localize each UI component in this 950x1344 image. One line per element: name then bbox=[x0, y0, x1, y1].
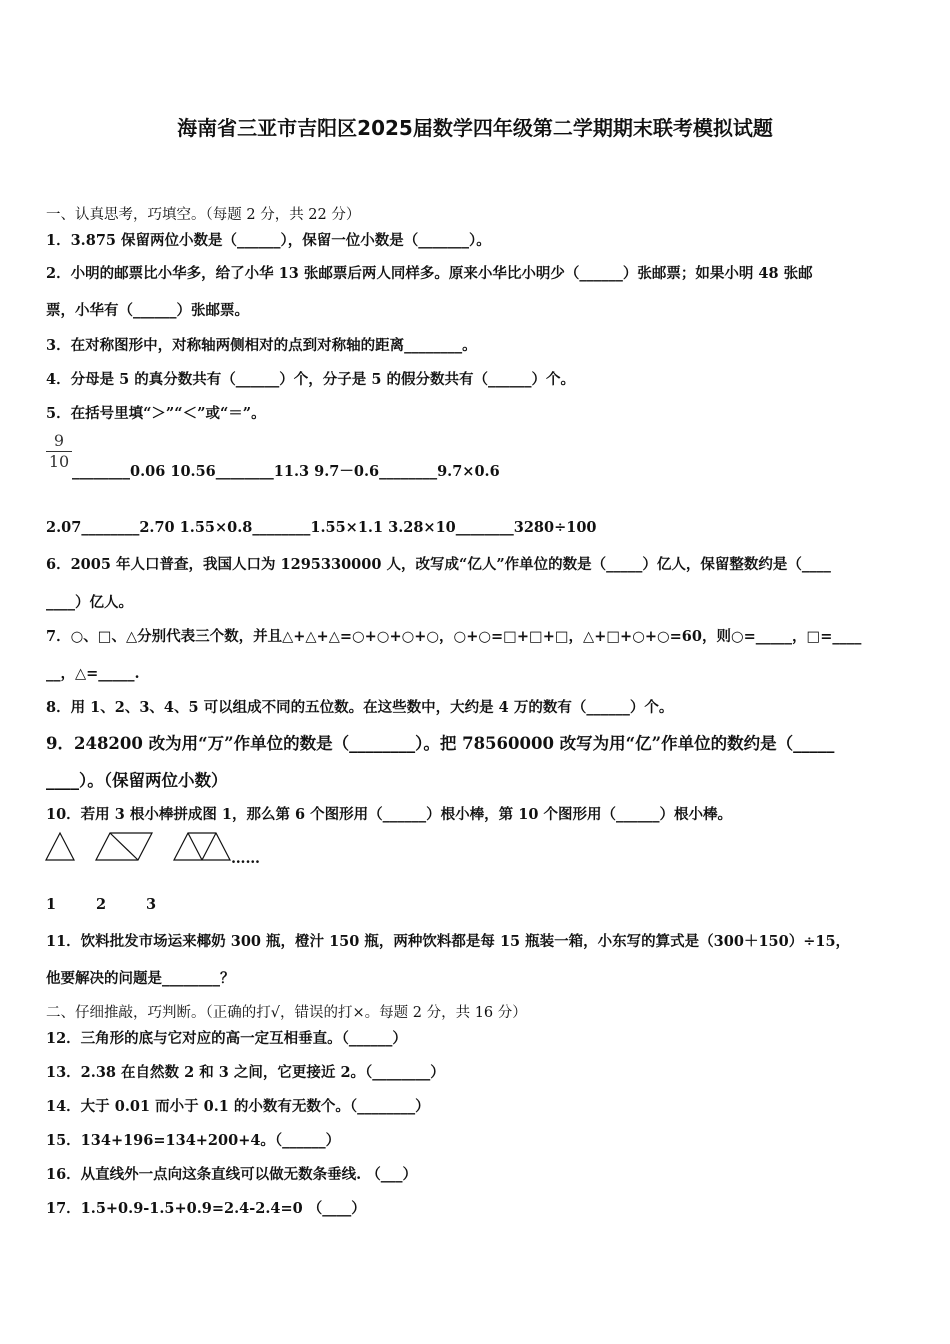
figure-label-3: 3 bbox=[146, 896, 157, 913]
question-8: 8．用 1、2、3、4、5 可以组成不同的五位数。在这些数中，大约是 4 万的数有（______）个。 bbox=[46, 699, 674, 716]
question-1: 1．3.875 保留两位小数是（______），保留一位小数是（_______）。 bbox=[46, 232, 491, 249]
figure-3-outline bbox=[174, 833, 230, 860]
question-5-row-2: 2.07________2.70 1.55×0.8________1.55×1.1 3.28×10________3280÷100 bbox=[46, 519, 597, 536]
question-2-line-1: 2．小明的邮票比小华多，给了小华 13 张邮票后两人同样多。原来小华比小明少（______）张邮票；如果小明 48 张邮 bbox=[46, 265, 813, 282]
question-5-row-1: ________0.06 10.56________11.3 9.7－0.6________9.7×0.6 bbox=[72, 463, 500, 480]
figure-3-stick-b bbox=[202, 833, 216, 860]
question-11-line-1: 11．饮料批发市场运来椰奶 300 瓶，橙汁 150 瓶，两种饮料都是每 15 瓶装一箱，小东写的算式是（300＋150）÷15， bbox=[46, 933, 851, 950]
figure-label-2: 2 bbox=[96, 896, 107, 913]
figure-3-stick-a bbox=[188, 833, 202, 860]
figure-1-triangle bbox=[46, 833, 74, 860]
section-heading-1: 一、认真思考，巧填空。（每题 2 分，共 22 分） bbox=[46, 207, 361, 223]
question-15: 15．134+196=134+200+4。（______） bbox=[46, 1132, 341, 1149]
question-7-line-2: __，△=_____. bbox=[46, 665, 140, 682]
question-4: 4．分母是 5 的真分数共有（______）个，分子是 5 的假分数共有（______）个。 bbox=[46, 371, 575, 388]
question-16: 16．从直线外一点向这条直线可以做无数条垂线. （___） bbox=[46, 1166, 418, 1183]
question-6-line-1: 6．2005 年人口普查，我国人口为 1295330000 人，改写成“亿人”作单位的数是（_____）亿人，保留整数约是（____ bbox=[46, 556, 831, 573]
question-3: 3．在对称图形中，对称轴两侧相对的点到对称轴的距离________。 bbox=[46, 337, 477, 354]
figure-2-diagonal bbox=[110, 833, 138, 860]
question-14: 14．大于 0.01 而小于 0.1 的小数有无数个。（________） bbox=[46, 1098, 430, 1115]
fraction-numerator: 9 bbox=[53, 431, 65, 450]
question-10: 10．若用 3 根小棒拼成图 1，那么第 6 个图形用（______）根小棒，第 10 个图形用（______）根小棒。 bbox=[46, 806, 732, 823]
question-11-line-2: 他要解决的问题是________？ bbox=[46, 970, 235, 987]
question-9-line-2: ____）。（保留两位小数） bbox=[46, 771, 228, 790]
question-12: 12．三角形的底与它对应的高一定互相垂直。（______） bbox=[46, 1030, 407, 1047]
fraction-denominator: 10 bbox=[48, 452, 70, 471]
page-title: 海南省三亚市吉阳区2025届数学四年级第二学期期末联考模拟试题 bbox=[177, 116, 773, 140]
question-7-line-1: 7．○、□、△分别代表三个数，并且△+△+△=○+○+○+○，○+○=□+□+□，△+□+○+○=60，则○=_____，□=____ bbox=[46, 628, 862, 645]
figure-label-1: 1 bbox=[46, 896, 57, 913]
figure-ellipsis: …… bbox=[231, 850, 260, 867]
question-17: 17．1.5+0.9-1.5+0.9=2.4-2.4=0 （____） bbox=[46, 1200, 366, 1217]
question-6-line-2: ____）亿人。 bbox=[46, 594, 133, 611]
question-5: 5．在括号里填“＞”“＜”或“＝”。 bbox=[46, 405, 266, 422]
question-2-line-2: 票，小华有（______）张邮票。 bbox=[46, 302, 249, 319]
fraction-nine-tenths bbox=[46, 432, 72, 471]
question-9-line-1: 9．248200 改为用“万”作单位的数是（________）。把 78560000 改写为用“亿”作单位的数约是（_____ bbox=[46, 734, 835, 753]
section-heading-2: 二、仔细推敲，巧判断。（正确的打√，错误的打×。每题 2 分，共 16 分） bbox=[46, 1005, 527, 1021]
figure-labels bbox=[46, 896, 156, 913]
question-13: 13．2.38 在自然数 2 和 3 之间，它更接近 2。（________） bbox=[46, 1064, 445, 1081]
